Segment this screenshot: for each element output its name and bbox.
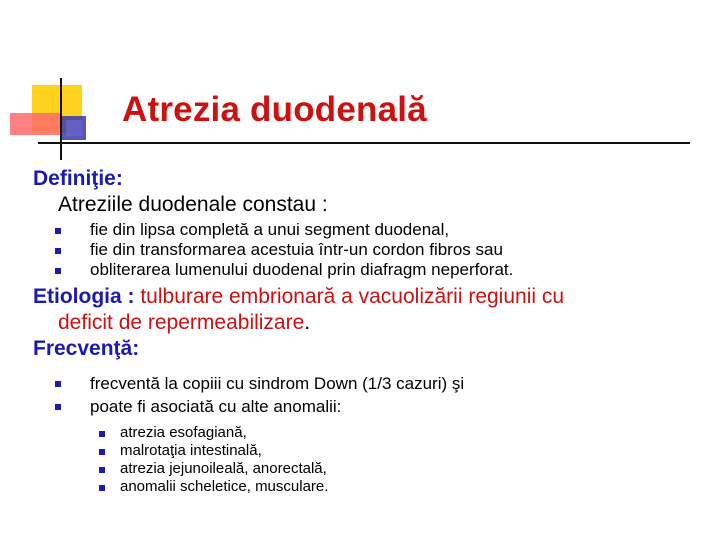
list-item: anomalii scheletice, musculare.	[33, 478, 713, 496]
bullet-icon	[99, 467, 105, 473]
slide-title: Atrezia duodenală	[122, 90, 427, 129]
frecventa-list	[33, 372, 713, 418]
list-item: atrezia jejunoileală, anorectală,	[33, 460, 713, 478]
bullet-icon	[55, 381, 61, 387]
etiologia-period: .	[304, 311, 311, 334]
list-item: frecventă la copiii cu sindrom Down (1/3 cazuri) şi	[33, 372, 713, 395]
definitie-heading: Definiţie:	[33, 167, 123, 190]
deco-blue-highlight	[66, 120, 82, 136]
bullet-icon	[99, 449, 105, 455]
slide-content	[33, 166, 713, 496]
etiologia-paragraph	[33, 284, 713, 310]
list-item: malrotaţia intestinală,	[33, 442, 713, 460]
bullet-icon	[55, 248, 61, 254]
bullet-icon	[55, 228, 61, 234]
list-item: atrezia esofagiană,	[33, 424, 713, 442]
bullet-icon	[99, 485, 105, 491]
etiologia-heading: Etiologia :	[33, 285, 135, 308]
deco-red-bar	[10, 113, 60, 135]
list-item: obliterarea lumenului duodenal prin diafragm neperforat.	[33, 260, 713, 280]
bullet-icon	[55, 268, 61, 274]
list-item: fie din lipsa completă a unui segment duodenal,	[33, 220, 713, 240]
bullet-icon	[99, 431, 105, 437]
list-item: poate fi asociată cu alte anomalii:	[33, 395, 713, 418]
etiologia-text-2: deficit de repermeabilizare	[58, 311, 305, 334]
bullet-icon	[55, 404, 61, 410]
list-item: fie din transformarea acestuia într-un cordon fibros sau	[33, 240, 713, 260]
anomalii-list	[33, 424, 713, 496]
frecventa-heading: Frecvenţă:	[33, 337, 140, 360]
definitie-list	[33, 220, 713, 280]
etiologia-paragraph-cont	[33, 310, 713, 336]
definitie-intro: Atreziile duodenale constau :	[58, 193, 328, 216]
etiologia-text-1: tulburare embrionară a vacuolizării regiunii cu	[140, 285, 565, 308]
